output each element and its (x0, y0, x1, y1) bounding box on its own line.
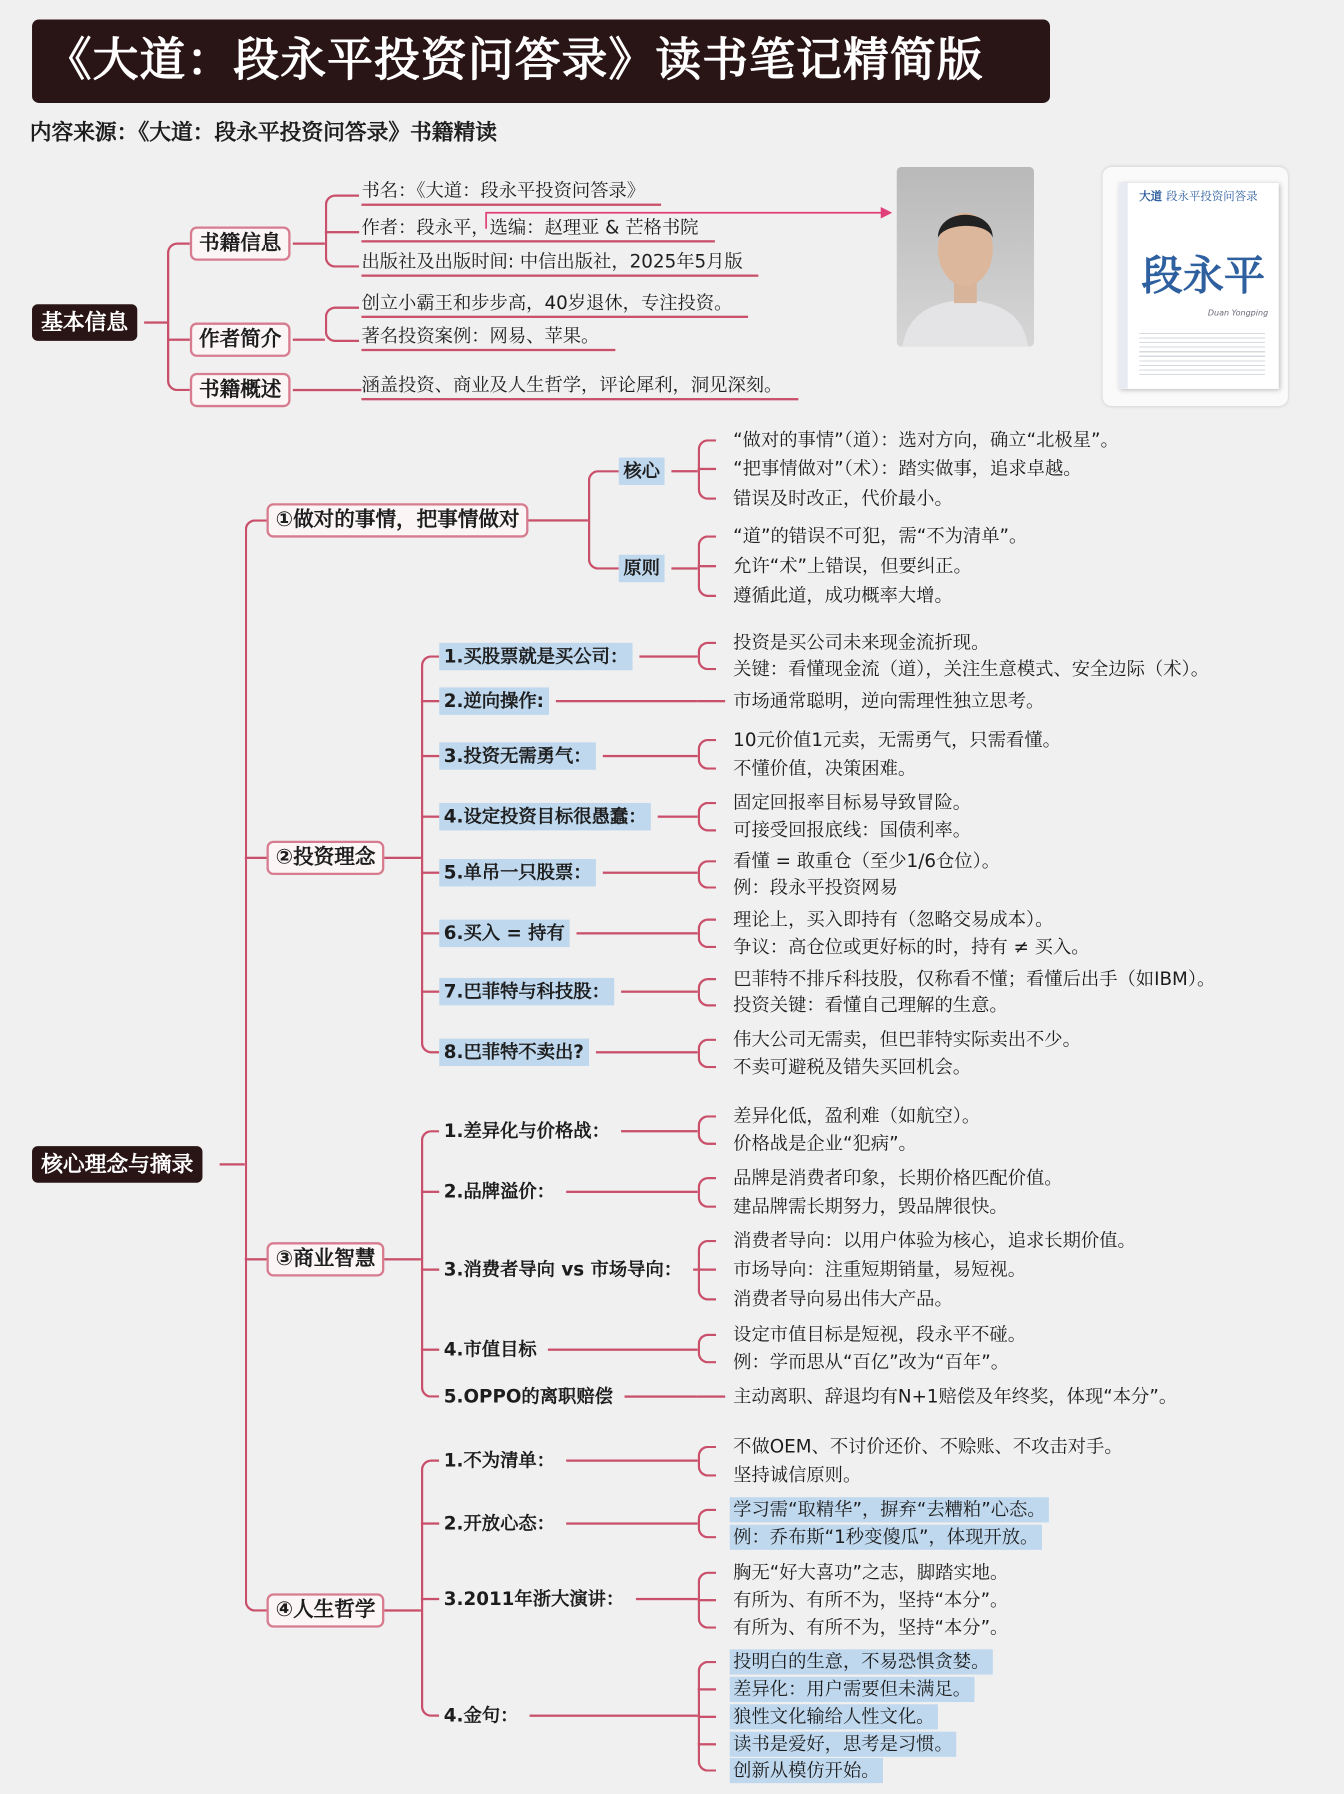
sub-node[interactable]: 原则 (619, 555, 665, 582)
bracket-line (245, 519, 267, 1611)
connector-line (293, 339, 325, 341)
connector-line (566, 1522, 698, 1524)
connector-line (421, 700, 439, 702)
bracket-line (698, 860, 716, 889)
sub-node[interactable]: 1.买股票就是买公司： (439, 643, 633, 670)
leaf-text: 不懂价值，决策困难。 (733, 757, 917, 779)
connector-line (698, 1688, 716, 1690)
content-source: 内容来源：《大道：段永平投资问答录》书籍精读 (29, 120, 497, 146)
bracket-line (421, 1130, 439, 1398)
connector-line (576, 932, 697, 934)
connector-line (698, 1268, 716, 1270)
bracket-line (698, 978, 716, 1007)
leaf-text: 例：学而思从“百亿”改为“百年”。 (733, 1350, 1010, 1373)
bracket-line (167, 242, 190, 391)
connector-line (245, 857, 267, 859)
leaf-text: 关键：看懂现金流（道），关注生意模式、安全边际（术）。 (733, 657, 1210, 680)
book-cover-text-lines (1139, 329, 1265, 375)
connector-line (636, 1598, 698, 1600)
sub-node[interactable]: 8.巴菲特不卖出? (439, 1039, 588, 1066)
leaf-text: 市场通常聪明，逆向需理性独立思考。 (733, 689, 1045, 712)
page-title: 《大道：段永平投资问答录》读书笔记精简版 (32, 19, 1050, 102)
leaf-text: 书名：《大道：段永平投资问答录》 (361, 178, 661, 205)
connector-line (698, 700, 725, 702)
leaf-text: 例：段永平投资网易 (733, 876, 898, 898)
book-cover-pinyin: Duan Yongping (1207, 308, 1269, 318)
connector-line (698, 1743, 716, 1745)
leaf-text: 价格战是企业“犯病”。 (733, 1132, 917, 1155)
sub-node[interactable]: 4.金句： (443, 1704, 519, 1726)
bracket-line (325, 307, 359, 342)
leaf-text: 创新从模仿开始。 (730, 1758, 883, 1783)
leaf-text: 品牌是消费者印象，长期价格匹配价值。 (733, 1166, 1063, 1189)
connector-line (621, 1130, 698, 1132)
section-node-4[interactable]: ④人生哲学 (267, 1593, 385, 1627)
branch-node-1[interactable]: 书籍信息 (190, 226, 291, 260)
connector-line (566, 1191, 698, 1193)
connector-line (384, 857, 421, 859)
connector-line (698, 1599, 716, 1601)
connector-line (603, 872, 698, 874)
sub-node[interactable]: 5.OPPO的离职赔偿 (443, 1385, 613, 1407)
leaf-text: 狼性文化输给人性文化。 (730, 1704, 938, 1729)
connector-line (384, 1609, 421, 1611)
bracket-line (421, 655, 439, 1053)
leaf-text: 有所为、有所不为，坚持“本分”。 (733, 1616, 1009, 1638)
leaf-text: 巴菲特不排斥科技股，仅称看不懂；看懂后出手（如IBM）。 (733, 967, 1216, 990)
leaf-text: 作者：段永平，选编：赵理亚 & 芒格书院 (361, 215, 714, 242)
sub-node[interactable]: 2.开放心态： (443, 1512, 555, 1534)
leaf-text: 遵循此道，成功概率大增。 (733, 584, 953, 607)
leaf-text: 主动离职、辞退均有N+1赔偿及年终奖，体现“本分”。 (733, 1385, 1178, 1407)
bracket-line (698, 1177, 716, 1208)
connector-line (698, 565, 716, 567)
sub-node[interactable]: 1.不为清单： (443, 1449, 555, 1471)
connector-line (621, 991, 698, 993)
connector-line (693, 1268, 698, 1270)
leaf-text: 允许“术”上错误，但要纠正。 (733, 554, 972, 577)
leaf-text: 看懂 = 敢重仓（至少1/6仓位）。 (733, 849, 1001, 872)
sub-node[interactable]: 2.品牌溢价： (443, 1180, 555, 1203)
leaf-text: 错误及时改正，代价最小。 (733, 487, 953, 509)
connector-line (245, 1258, 267, 1260)
connector-line (421, 755, 439, 757)
sub-node[interactable]: 3.投资无需勇气： (439, 742, 596, 769)
leaf-text: 差异化：用户需要但未满足。 (730, 1677, 975, 1702)
leaf-text: “把事情做对”（术）：踏实做事，追求卓越。 (733, 457, 1082, 480)
leaf-text: 争议：高仓位或更好标的时，持有 ≠ 买入。 (733, 935, 1090, 958)
leaf-text: 市场导向：注重短期销量，易短视。 (733, 1258, 1027, 1280)
leaf-text: 消费者导向易出伟大产品。 (733, 1287, 953, 1310)
leaf-text: 伟大公司无需卖，但巴菲特实际卖出不少。 (733, 1028, 1081, 1051)
bracket-line (698, 1509, 716, 1539)
connector-line (556, 700, 698, 702)
sub-node[interactable]: 7.巴菲特与科技股： (439, 978, 614, 1005)
sub-node[interactable]: 4.市值目标 (443, 1338, 537, 1360)
branch-node-2[interactable]: 作者简介 (190, 323, 291, 357)
connector-line (625, 1395, 698, 1397)
connector-line (293, 242, 325, 244)
leaf-text: 不卖可避税及错失买回机会。 (733, 1055, 972, 1078)
connector-line (421, 1598, 439, 1600)
connector-line (596, 1051, 698, 1053)
bracket-line (698, 1334, 716, 1364)
connector-line (698, 1395, 725, 1397)
leaf-text: 10元价值1元卖，无需勇气，只需看懂。 (733, 728, 1061, 751)
leaf-text: 涵盖投资、商业及人生哲学，评论犀利，洞见深刻。 (361, 373, 798, 400)
connector-line (384, 1258, 421, 1260)
connector-line (671, 470, 697, 472)
bracket-line (698, 802, 716, 832)
leaf-text: 投明白的生意，不易恐惧贪婪。 (730, 1649, 993, 1674)
leaf-text: 建品牌需长期努力，毁品牌很快。 (733, 1195, 1008, 1218)
connector-line (144, 321, 167, 323)
connector-line (421, 816, 439, 818)
leaf-text: 差异化低，盈利难（如航空）。 (733, 1104, 981, 1127)
root-node-core-ideas[interactable]: 核心理念与摘录 (32, 1146, 202, 1183)
connector-line (566, 1459, 698, 1461)
bracket-line (698, 739, 716, 770)
bracket-line (698, 1115, 716, 1145)
bracket-line (698, 1039, 716, 1069)
leaf-text: 胸无“好大喜功”之志，脚踏实地。 (733, 1561, 1009, 1584)
bracket-line (588, 470, 619, 570)
author-photo (897, 167, 1034, 347)
bracket-line (421, 1459, 439, 1716)
connector-line (671, 567, 697, 569)
bracket-line (698, 918, 716, 948)
connector-line (421, 1522, 439, 1524)
connector-line (421, 1268, 439, 1270)
leaf-text: 例：乔布斯“1秒变傻瓜”，体现开放。 (730, 1525, 1042, 1550)
leaf-text: 固定回报率目标易导致冒险。 (733, 791, 972, 814)
leaf-text: 创立小霸王和步步高，40岁退休，专注投资。 (361, 291, 748, 318)
root-node-basic-info[interactable]: 基本信息 (32, 304, 137, 341)
leaf-text: “道”的错误不可犯，需“不为清单”。 (733, 525, 1028, 547)
leaf-text: 坚持诚信原则。 (733, 1464, 862, 1486)
branch-node-3[interactable]: 书籍概述 (190, 373, 291, 407)
connector-line (698, 1716, 716, 1718)
section-node-1[interactable]: ①做对的事情，把事情做对 (267, 503, 529, 537)
connector-line (658, 816, 698, 818)
leaf-text: 不做OEM、不讨价还价、不赊账、不攻击对手。 (733, 1435, 1123, 1458)
book-cover (1103, 167, 1288, 406)
connector-line (421, 1191, 439, 1193)
connector-line (530, 1715, 698, 1717)
connector-line (421, 1349, 439, 1351)
connector-line (421, 991, 439, 993)
connector-line (421, 872, 439, 874)
connector-line (167, 339, 190, 341)
connector-line (698, 468, 716, 470)
bracket-line (698, 1446, 716, 1477)
person-portrait-icon (897, 167, 1034, 347)
leaf-text: 投资关键：看懂自己理解的生意。 (733, 993, 1008, 1016)
sub-node[interactable]: 4.设定投资目标很愚蠢： (439, 803, 651, 830)
leaf-text: 可接受回报底线：国债利率。 (733, 818, 972, 841)
connector-line (603, 755, 698, 757)
sub-node[interactable]: 1.差异化与价格战： (443, 1119, 610, 1142)
connector-line (639, 655, 697, 657)
sub-node[interactable]: 2.逆向操作: (439, 687, 548, 714)
leaf-text: “做对的事情”（道）：选对方向，确立“北极星”。 (733, 428, 1119, 451)
book-cover-brand: 大道 (1139, 191, 1163, 204)
sub-node[interactable]: 5.单吊一只股票： (439, 859, 596, 886)
book-cover-name: 段永平 (1141, 252, 1266, 300)
sub-node[interactable]: 核心 (619, 458, 665, 485)
connector-line (293, 389, 362, 391)
leaf-text: 设定市值目标是短视，段永平不碰。 (733, 1323, 1027, 1346)
leaf-text: 有所为、有所不为，坚持“本分”。 (733, 1588, 1009, 1611)
connector-line (220, 1163, 245, 1165)
leaf-text: 出版社及出版时间: 中信出版社，2025年5月版 (361, 249, 758, 276)
leaf-text: 消费者导向：以用户体验为核心，追求长期价值。 (733, 1229, 1136, 1252)
leaf-text: 学习需“取精华”，摒弃“去糟粕”心态。 (730, 1497, 1049, 1522)
connector-line (548, 1349, 698, 1351)
leaf-text: 投资是买公司未来现金流折现。 (733, 631, 990, 654)
connector-line (325, 231, 359, 233)
sub-node[interactable]: 3.2011年浙大演讲： (443, 1587, 625, 1610)
section-node-2[interactable]: ②投资理念 (267, 841, 385, 875)
book-cover-subtitle: 段永平投资问答录 (1166, 191, 1258, 204)
sub-node[interactable]: 3.消费者导向 vs 市场导向： (443, 1258, 683, 1280)
section-node-3[interactable]: ③商业智慧 (267, 1242, 385, 1276)
bracket-line (698, 642, 716, 671)
connector-line (528, 519, 587, 521)
leaf-text: 著名投资案例：网易、苹果。 (361, 324, 615, 351)
leaf-text: 理论上，买入即持有（忽略交易成本）。 (733, 908, 1054, 930)
connector-line (421, 932, 439, 934)
leaf-text: 读书是爱好，思考是习惯。 (730, 1732, 956, 1757)
sub-node[interactable]: 6.买入 = 持有 (439, 920, 569, 947)
